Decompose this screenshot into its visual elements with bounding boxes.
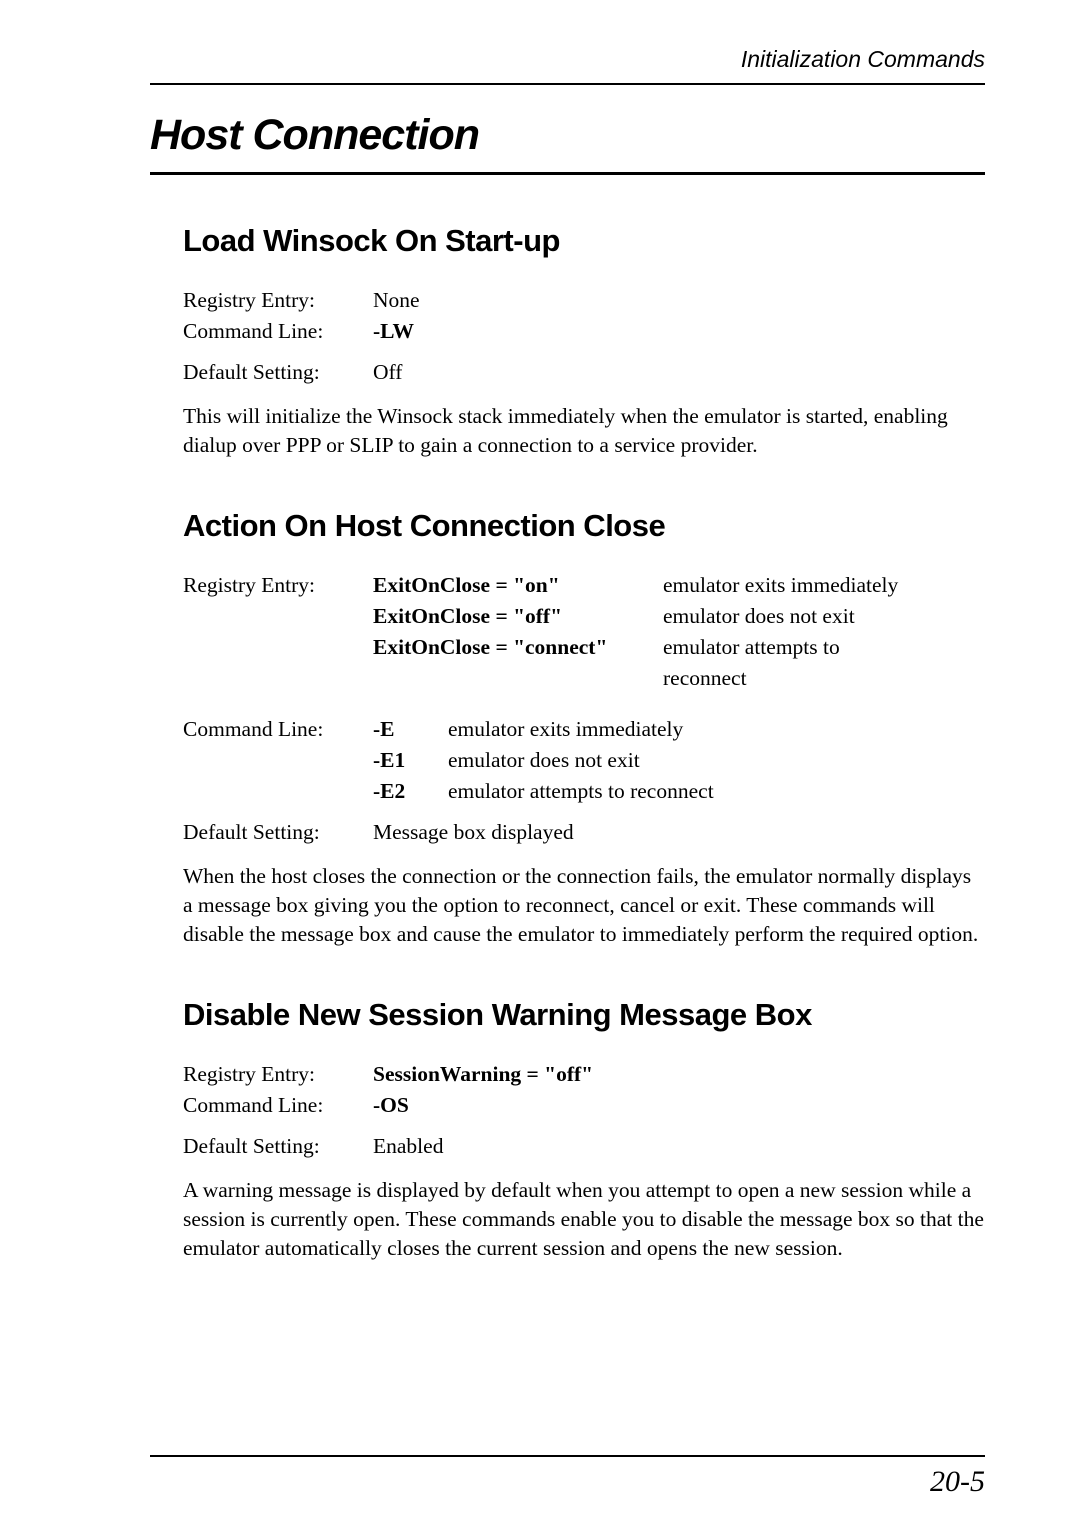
registry-desc: emulator does not exit: [663, 604, 855, 628]
running-title: Initialization Commands: [740, 46, 985, 72]
registry-entry-row: [183, 601, 985, 632]
registry-entry-row: [183, 285, 985, 316]
page-number: 20-5: [930, 1465, 985, 1498]
registry-desc: emulator exits immediately: [663, 573, 899, 597]
section-heading-action-on-close: Action On Host Connection Close: [183, 508, 666, 543]
spacer-cell: [183, 663, 373, 694]
default-setting-row: [183, 357, 985, 388]
section-action-on-close: [183, 508, 985, 949]
command-desc: emulator attempts to reconnect: [448, 779, 714, 803]
registry-entry-row: [183, 1059, 985, 1090]
registry-key: ExitOnClose = "connect": [373, 635, 608, 659]
page-content: [183, 223, 985, 1263]
header-rule: [150, 83, 985, 85]
spacer-cell: [183, 776, 373, 807]
command-key: -E1: [373, 748, 406, 772]
section-description: When the host closes the connection or the connection fails, the emulator normally displays a message box giving you the option to reconnect, cancel or exit. These commands will disable the message box and cause the emulator to immediately perform the required option.: [183, 864, 979, 946]
running-header: [150, 46, 985, 83]
registry-entry-label: Registry Entry:: [183, 573, 315, 597]
registry-entry-row: [183, 632, 985, 663]
default-setting-label: Default Setting:: [183, 820, 320, 844]
default-setting-value: Off: [373, 360, 403, 384]
page-title: Host Connection: [150, 111, 479, 159]
command-line-label: Command Line:: [183, 319, 324, 343]
command-line-row: [183, 316, 985, 347]
command-line-row: [183, 745, 985, 776]
section-description: This will initialize the Winsock stack immediately when the emulator is started, enabling dialup over PPP or SLIP to gain a connection to a service provider.: [183, 404, 948, 457]
default-setting-value: Enabled: [373, 1134, 444, 1158]
command-line-row: [183, 1090, 985, 1121]
registry-entry-label: Registry Entry:: [183, 1062, 315, 1086]
registry-desc: emulator attempts to: [663, 635, 840, 659]
section-description: A warning message is displayed by default when you attempt to open a new session while a session is currently open. These commands enable you to disable the message box so that the emulator automatically closes the current session and opens the new session.: [183, 1178, 984, 1260]
section-session-warning: [183, 997, 985, 1263]
command-line-value: -OS: [373, 1093, 409, 1117]
section-heading-load-winsock: Load Winsock On Start-up: [183, 223, 560, 258]
spacer-cell: [183, 632, 373, 663]
command-desc: emulator does not exit: [448, 748, 640, 772]
section-heading-session-warning: Disable New Session Warning Message Box: [183, 997, 812, 1032]
title-rule: [150, 172, 985, 175]
command-key: -E: [373, 717, 395, 741]
registry-entry-value: None: [373, 288, 420, 312]
spacer-cell: [183, 745, 373, 776]
default-setting-row: [183, 1131, 985, 1162]
registry-entry-row: [183, 570, 985, 601]
command-desc: emulator exits immediately: [448, 717, 684, 741]
registry-desc: reconnect: [663, 666, 747, 690]
command-line-row: [183, 776, 985, 807]
registry-key: ExitOnClose = "off": [373, 604, 563, 628]
command-key: -E2: [373, 779, 406, 803]
registry-entry-label: Registry Entry:: [183, 288, 315, 312]
default-setting-row: [183, 817, 985, 848]
registry-entry-row: [183, 663, 985, 694]
default-setting-label: Default Setting:: [183, 360, 320, 384]
command-line-label: Command Line:: [183, 717, 324, 741]
footer-rule: [150, 1455, 985, 1457]
default-setting-label: Default Setting:: [183, 1134, 320, 1158]
spacer-cell: [183, 601, 373, 632]
command-line-row: [183, 714, 985, 745]
default-setting-value: Message box displayed: [373, 820, 574, 844]
command-line-label: Command Line:: [183, 1093, 324, 1117]
registry-key: ExitOnClose = "on": [373, 573, 560, 597]
page-footer: [150, 1455, 985, 1499]
command-line-value: -LW: [373, 319, 415, 343]
section-load-winsock: [183, 223, 985, 460]
registry-key: [373, 663, 663, 694]
registry-entry-value: SessionWarning = "off": [373, 1062, 594, 1086]
